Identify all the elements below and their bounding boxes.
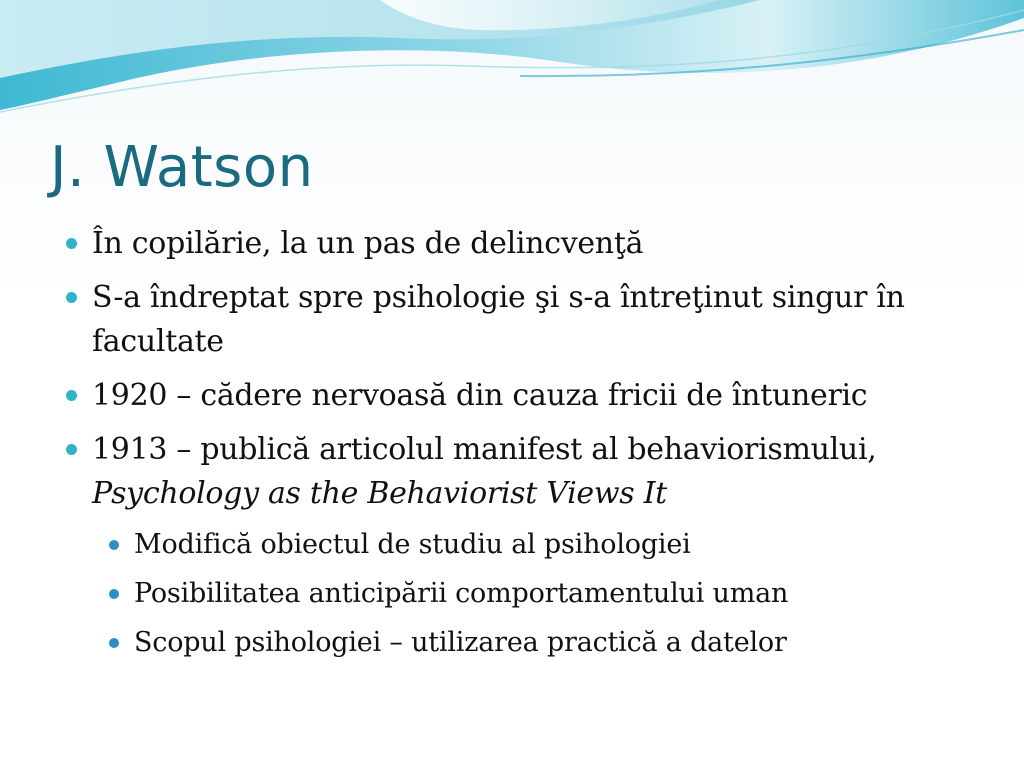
sub-bullet-item: Scopul psihologiei – utilizarea practică a datelor [134, 627, 787, 658]
bullet-item-line: S-a îndreptat spre psihologie şi s-a întreţinut singur în [92, 280, 905, 315]
article-title-italic: Psychology as the Behaviorist Views It [92, 476, 667, 511]
bullet-item-line: 1913 – publică articolul manifest al behaviorismului, [92, 432, 877, 467]
sub-bullet-dot-icon [109, 638, 119, 648]
bullet-item: 1920 – cădere nervoasă din cauza fricii de întuneric [92, 378, 868, 413]
bullet-item: În copilărie, la un pas de delincvenţă [92, 226, 644, 261]
sub-bullet-item: Posibilitatea anticipării comportamentului uman [134, 578, 789, 609]
bullet-dot-icon [66, 444, 77, 455]
sub-bullet-item: Modifică obiectul de studiu al psihologiei [134, 529, 691, 560]
bullet-dot-icon [66, 292, 77, 303]
bullet-dot-icon [66, 390, 77, 401]
bullet-item-line: facultate [92, 324, 224, 359]
sub-bullet-dot-icon [109, 589, 119, 599]
bullet-dot-icon [66, 238, 77, 249]
slide-title: J. Watson [50, 135, 314, 200]
bullet-item [92, 276, 992, 364]
bullet-item [92, 428, 992, 516]
sub-bullet-dot-icon [109, 540, 119, 550]
